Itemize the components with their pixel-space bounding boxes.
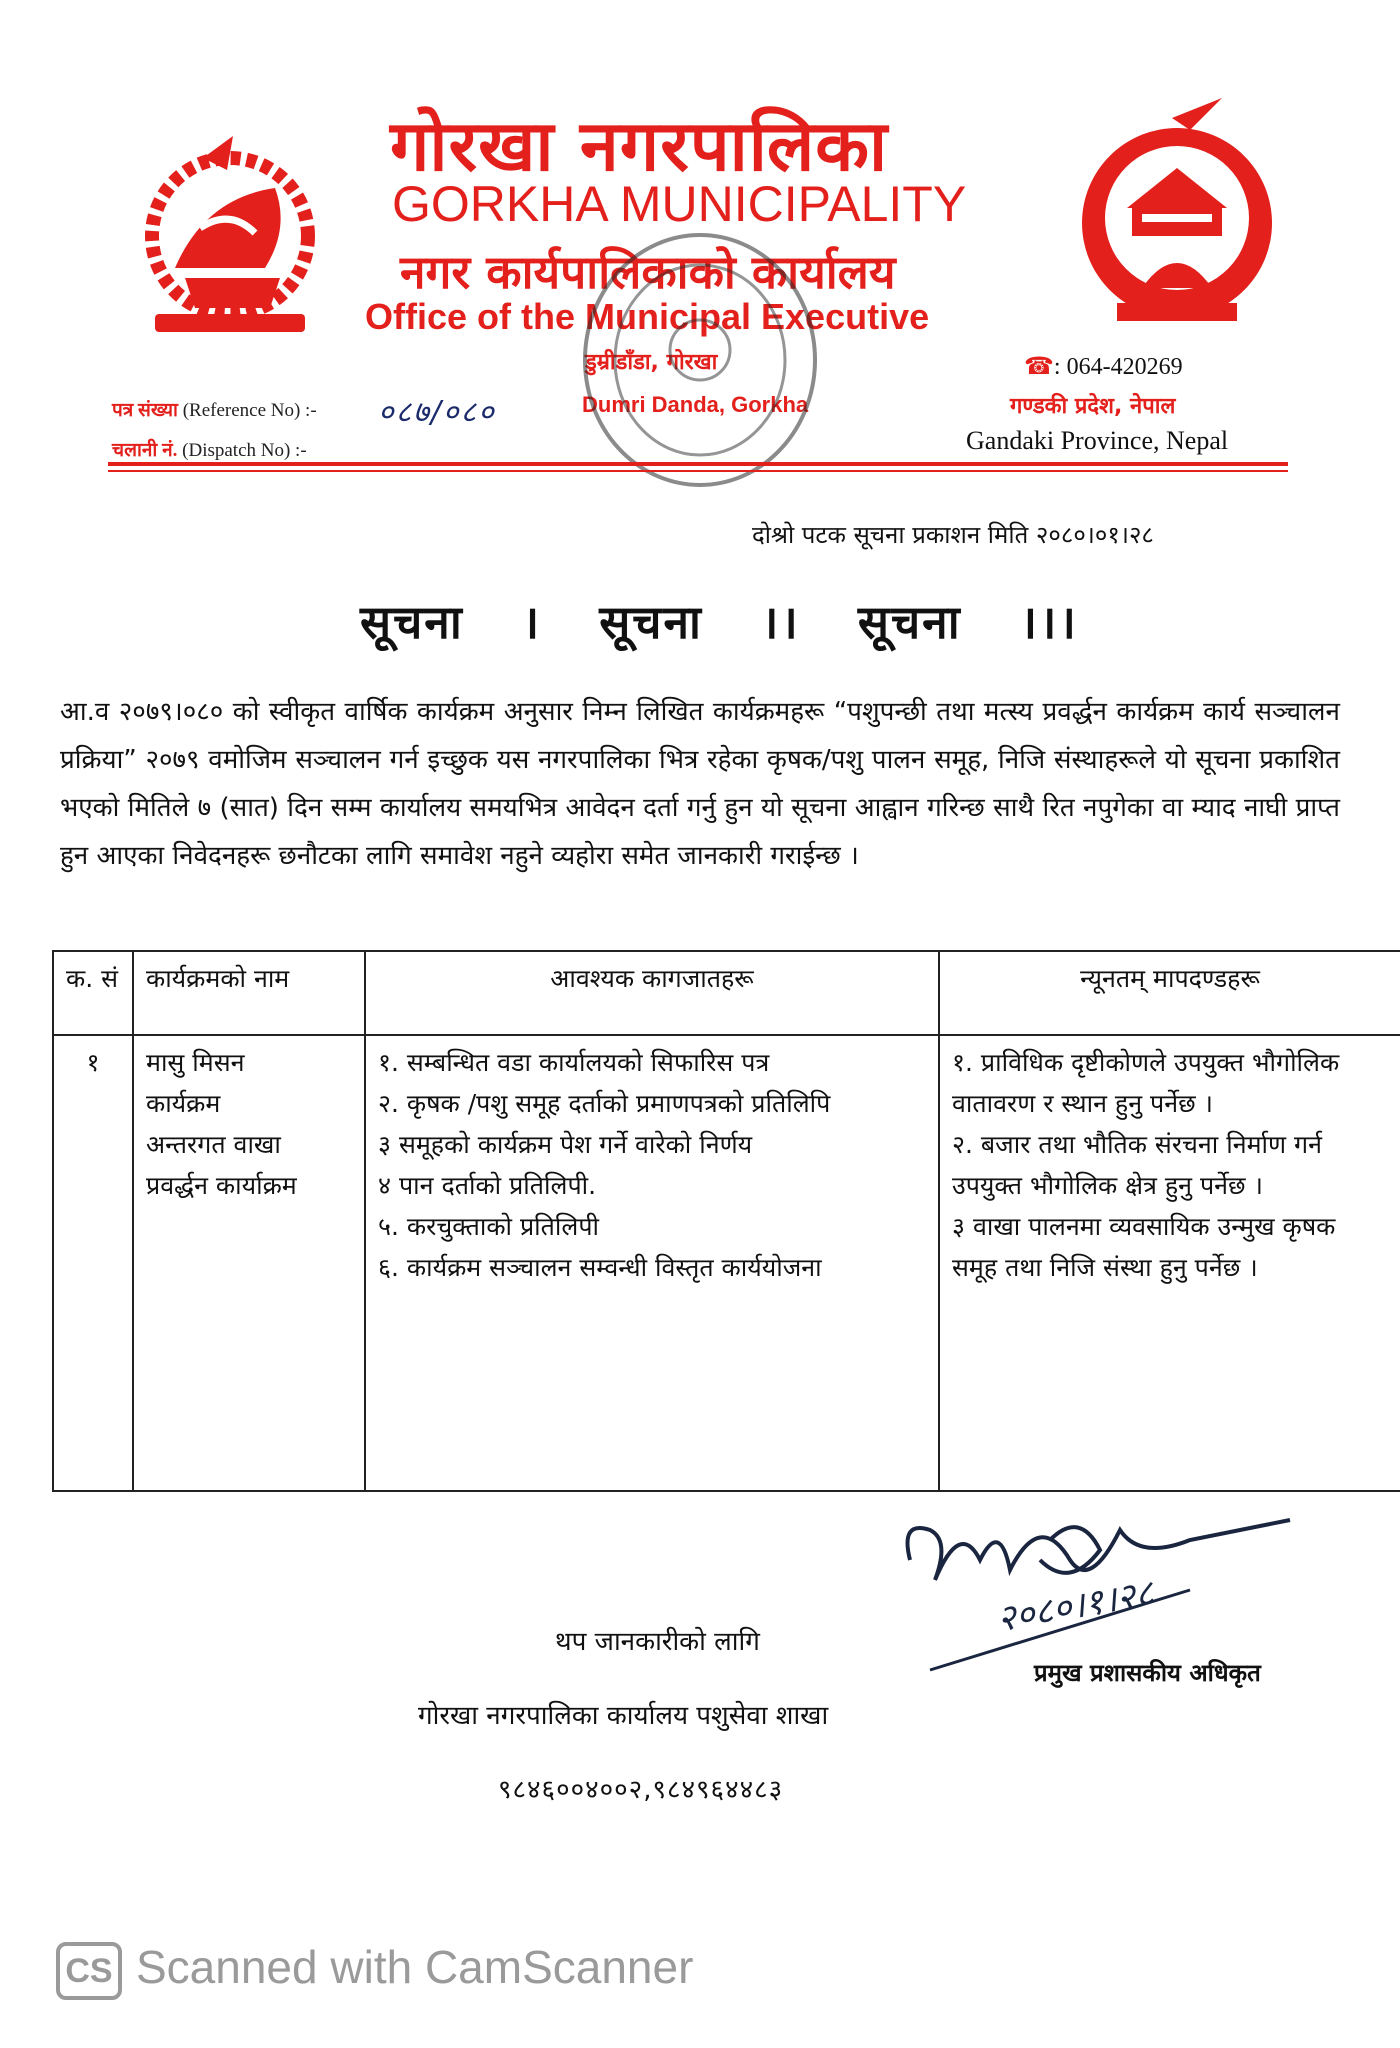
signatory-title: प्रमुख प्रशासकीय अधिकृत	[1034, 1659, 1261, 1687]
nepal-emblem-logo	[115, 118, 345, 348]
office-title-nepali: नगर कार्यपालिकाको कार्यालय	[400, 245, 896, 299]
row-program-name	[133, 1035, 365, 1491]
criteria-item: २. बजार तथा भौतिक संरचना निर्माण गर्न उपयुक्त भौगोलिक क्षेत्र हुनु पर्नेछ ।	[952, 1130, 1322, 1200]
document-item: ३ समूहको कार्यक्रम पेश गर्ने वारेको निर्णय	[378, 1130, 753, 1159]
document-item: ५. करचुक्ताको प्रतिलिपी	[378, 1212, 599, 1241]
program-table	[52, 950, 1400, 1492]
reference-number-label	[112, 396, 317, 422]
camscanner-text: Scanned with CamScanner	[136, 1941, 694, 1993]
municipality-title-english: GORKHA MUNICIPALITY	[392, 176, 967, 232]
phone-icon: ☎	[1024, 354, 1054, 380]
header-program-name: कार्यक्रमको नाम	[133, 951, 365, 1035]
row-required-documents	[365, 1035, 939, 1491]
header-required-documents: आवश्यक कागजातहरू	[365, 951, 939, 1035]
address-english: Dumri Danda, Gorkha	[582, 392, 809, 417]
dispatch-label-nepali: चलानी नं.	[112, 440, 178, 461]
municipality-seal-logo	[1072, 98, 1282, 338]
program-name-line: मासु मिसन	[146, 1048, 245, 1077]
row-minimum-criteria	[939, 1035, 1400, 1491]
province-english: Gandaki Province, Nepal	[966, 426, 1229, 455]
camscanner-logo-icon: CS	[56, 1942, 122, 2000]
footer-phone-numbers: ९८४६००४००२,९८४९६४४८३	[498, 1775, 784, 1805]
signature-date: २०८०।१।२८	[993, 1572, 1158, 1641]
municipality-title-nepali: गोरखा नगरपालिका	[390, 105, 889, 187]
criteria-item: ३ वाखा पालनमा व्यवसायिक उन्मुख कृषक समूह तथा निजि संस्था हुनु पर्नेछ ।	[952, 1212, 1336, 1282]
document-item: २. कृषक /पशु समूह दर्ताको प्रमाणपत्रको प्रतिलिपि	[378, 1089, 831, 1118]
province-nepali: गण्डकी प्रदेश, नेपाल	[1010, 394, 1176, 419]
footer-office-name: गोरखा नगरपालिका कार्यालय पशुसेवा शाखा	[418, 1701, 829, 1731]
office-title-english: Office of the Municipal Executive	[365, 296, 930, 337]
dispatch-number-label	[112, 436, 307, 462]
footer-contact-heading: थप जानकारीको लागि	[555, 1627, 760, 1657]
dispatch-label-english: (Dispatch No) :-	[182, 440, 307, 461]
letterhead-divider-thin	[108, 470, 1288, 472]
notice-heading: सूचना । सूचना ।। सूचना ।।।	[360, 595, 1078, 649]
address-nepali: डुम्रीडाँडा, गोरखा	[585, 350, 718, 375]
camscanner-watermark	[56, 1940, 693, 2000]
document-item: ४ पान दर्ताको प्रतिलिपी.	[378, 1171, 597, 1200]
notice-paragraph: आ.व २०७९।०८० को स्वीकृत वार्षिक कार्यक्रम अनुसार निम्न लिखित कार्यक्रमहरू “पशुपन्छी तथा मत्स्य प्रवर्द्धन कार्यक्रम कार्य सञ्चालन प्रक्रिया” २०७९ वमोजिम सञ्चालन गर्न इच्छुक यस नगरपालिका भित्र रहेका कृषक/पशु पालन समूह, निजि संस्थाहरूले यो सूचना प्रकाशित भएको मितिले ७ (सात) दिन सम्म कार्यालय समयभित्र आवेदन दर्ता गर्नु हुन यो सूचना आह्वान गरिन्छ साथै रित नपुगेका वा म्याद नाघी प्राप्त हुन आएका निवेदनहरू छनौटका लागि समावेश नहुने व्यहोरा समेत जानकारी गराईन्छ ।	[60, 697, 1340, 871]
document-item: १. सम्बन्धित वडा कार्यालयको सिफारिस पत्र	[378, 1048, 770, 1077]
phone-number-text: : 064-420269	[1053, 354, 1183, 380]
letterhead-divider	[108, 462, 1288, 466]
program-name-line: कार्यक्रम	[146, 1089, 221, 1118]
reference-label-nepali: पत्र संख्या	[112, 400, 178, 421]
row-serial: १	[53, 1035, 133, 1491]
reference-label-english: (Reference No) :-	[182, 400, 317, 421]
table-header-row	[53, 951, 1400, 1035]
notice-publication-date: दोश्रो पटक सूचना प्रकाशन मिति २०८०।०१।२८	[752, 521, 1154, 549]
table-row	[53, 1035, 1400, 1491]
office-stamp	[570, 210, 830, 500]
program-name-line: प्रवर्द्धन कार्याक्रम	[146, 1171, 297, 1200]
phone-number	[1024, 352, 1183, 381]
reference-number-value: ०८७/०८०	[378, 395, 496, 430]
header-minimum-criteria: न्यूनतम् मापदण्डहरू	[939, 951, 1400, 1035]
document-item: ६. कार्यक्रम सञ्चालन सम्वन्धी विस्तृत कार्ययोजना	[378, 1253, 822, 1282]
program-name-line: अन्तरगत वाखा	[146, 1130, 281, 1159]
criteria-item: १. प्राविधिक दृष्टीकोणले उपयुक्त भौगोलिक वातावरण र स्थान हुनु पर्नेछ ।	[952, 1048, 1340, 1118]
header-serial: क. सं	[53, 951, 133, 1035]
